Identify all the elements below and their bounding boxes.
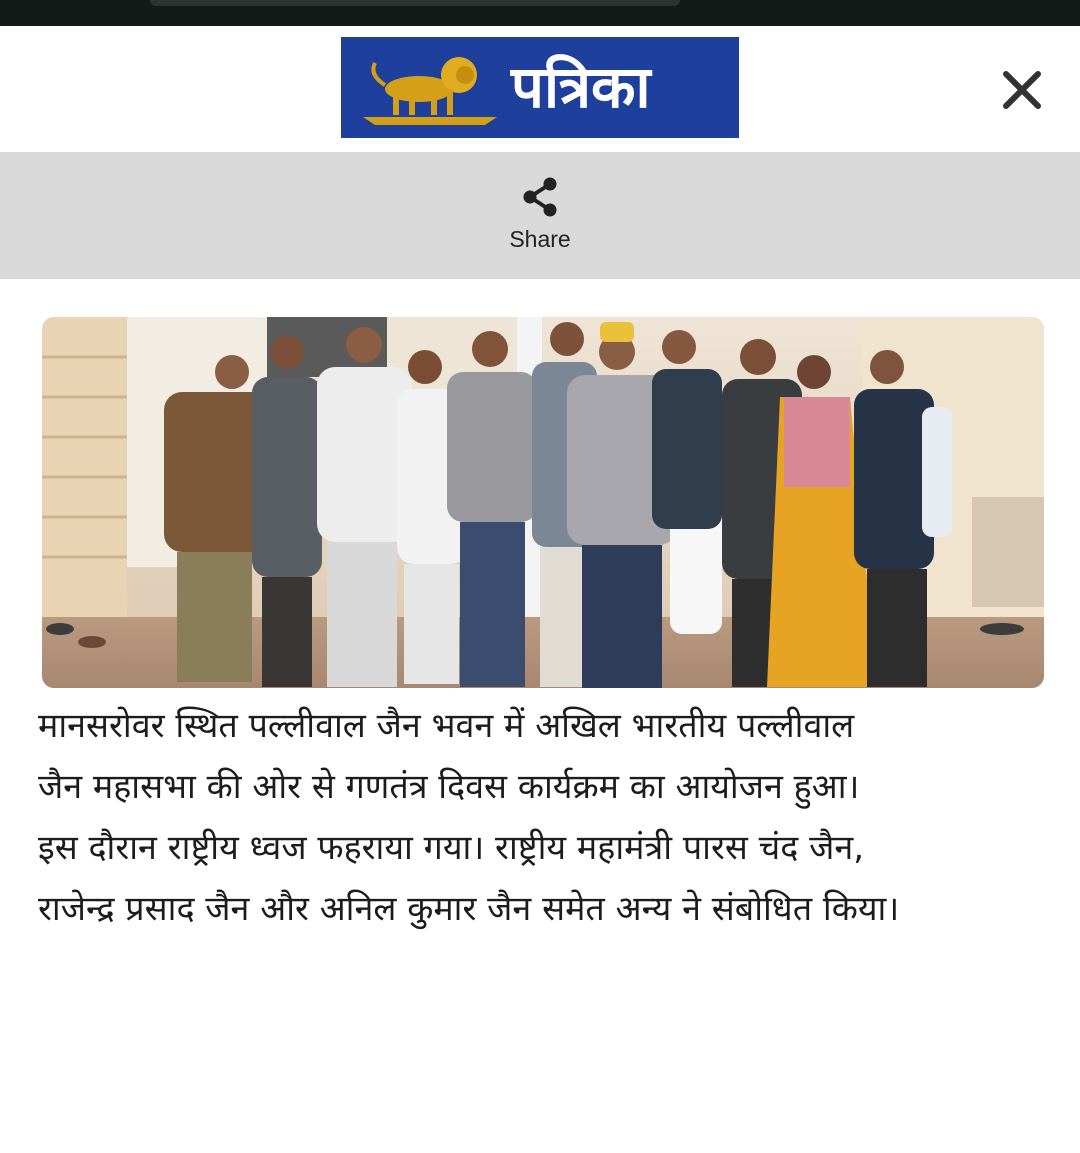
article-line: जैन महासभा की ओर से गणतंत्र दिवस कार्यक्रम का आयोजन हुआ। [38,767,860,807]
article-line: राजेन्द्र प्रसाद जैन और अनिल कुमार जैन समेत अन्य ने संबोधित किया। [38,889,900,929]
status-pill [150,0,680,6]
logo-wordmark: पत्रिका [511,53,651,121]
share-label: Share [509,226,571,252]
status-bar [0,0,1080,26]
group-photo-image [42,317,1044,688]
patrika-logo [341,37,739,138]
lion-emblem-icon [357,45,507,130]
article-line: इस दौरान राष्ट्रीय ध्वज फहराया गया। राष्ट्रीय महामंत्री पारस चंद जैन, [38,828,865,868]
article-line: मानसरोवर स्थित पल्लीवाल जैन भवन में अखिल भारतीय पल्लीवाल [38,706,855,746]
app-header [0,26,1080,152]
share-button[interactable] [480,172,600,262]
article-body [38,696,1048,940]
close-icon [994,62,1050,118]
share-icon [521,176,559,218]
article-photo [42,317,1044,688]
close-button[interactable] [994,62,1050,118]
share-bar [0,152,1080,279]
